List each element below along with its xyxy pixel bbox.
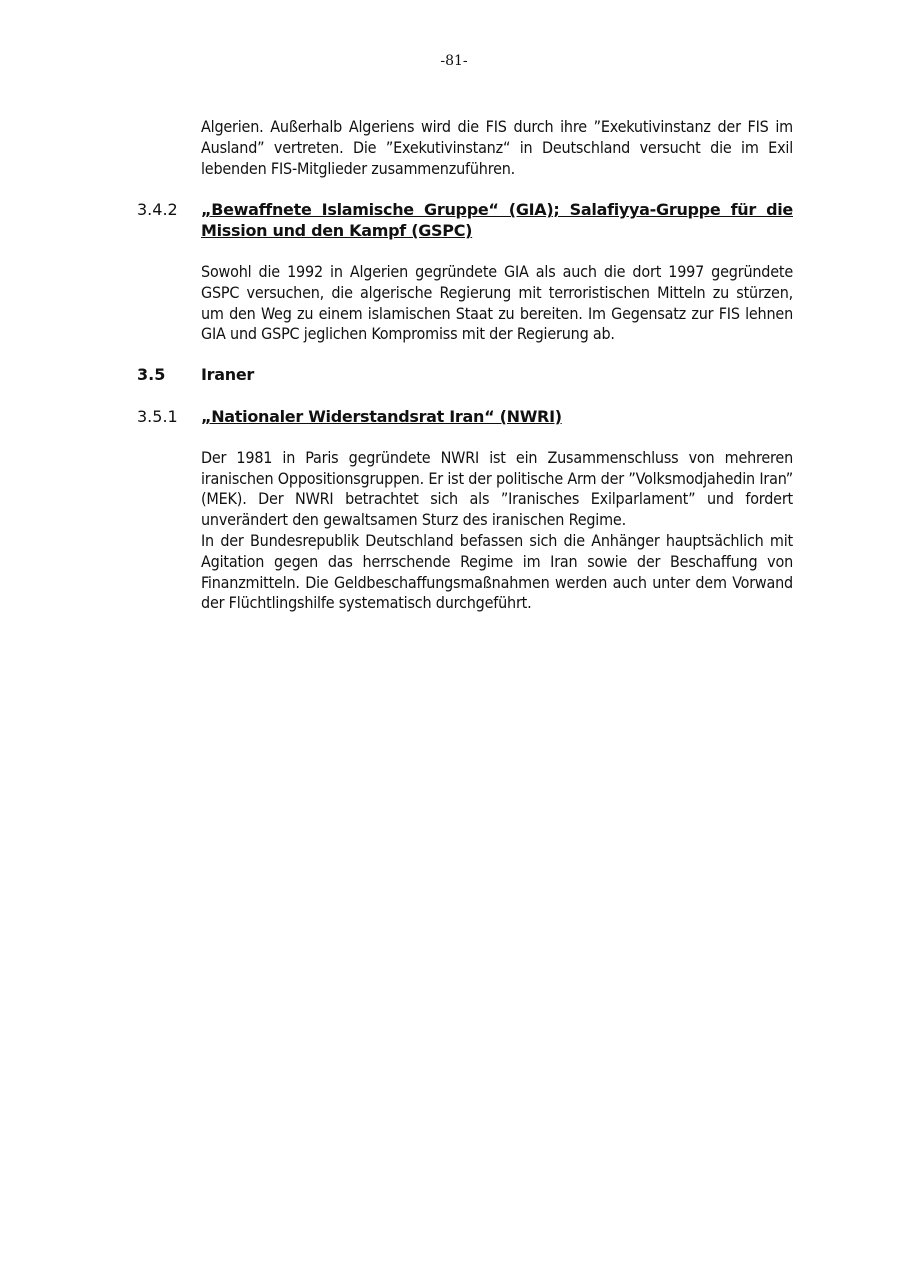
section-title: „Bewaffnete Islamische Gruppe“ (GIA); Salafiyya-Gruppe für die Mission und den Kampf (GSPC) xyxy=(201,200,793,241)
page-number: -81- xyxy=(440,53,468,69)
section-number: 3.4.2 xyxy=(137,200,178,220)
section-title: „Nationaler Widerstandsrat Iran“ (NWRI) xyxy=(201,406,562,426)
section-number: 3.5.1 xyxy=(137,406,178,426)
section-number: 3.5 xyxy=(137,365,166,385)
intro-paragraph: Algerien. Außerhalb Algeriens wird die FIS durch ihre ”Exekutivinstanz der FIS im Ausland” vertreten. Die ”Exekutivinstanz“ in Deutschland versucht die im Exil lebenden FIS-Mitglieder zusammenzuführen. xyxy=(201,117,793,178)
section-3-5-1-paragraph-1: Der 1981 in Paris gegründete NWRI ist ein Zusammenschluss von mehreren iranischen Oppositionsgruppen. Er ist der politische Arm der ”Volksmodjahedin Iran” (MEK). Der NWRI betrachtet sich als ”Iranisches Exilparlament” und fordert unverändert den gewaltsamen Sturz des iranischen Regime. xyxy=(201,447,793,530)
section-3-4-2-paragraph: Sowohl die 1992 in Algerien gegründete GIA als auch die dort 1997 gegründete GSPC versuchen, die algerische Regierung mit terroristischen Mitteln zu stürzen, um den Weg zu einem islamischen Staat zu bereiten. Im Gegensatz zur FIS lehnen GIA und GSPC jeglichen Kompromiss mit der Regierung ab. xyxy=(201,261,793,344)
document-body xyxy=(137,117,793,614)
section-3-5-1-heading xyxy=(137,407,793,428)
section-title: Iraner xyxy=(201,365,254,385)
section-3-5-1-paragraph-2: In der Bundesrepublik Deutschland befassen sich die Anhänger hauptsächlich mit Agitation gegen das herrschende Regime im Iran sowie der Beschaffung von Finanzmitteln. Die Geldbeschaffungsmaßnahmen werden auch unter dem Vorwand der Flüchtlingshilfe systematisch durchgeführt. xyxy=(201,530,793,613)
section-3-5-heading xyxy=(137,365,793,386)
section-3-4-2-heading xyxy=(137,200,793,242)
